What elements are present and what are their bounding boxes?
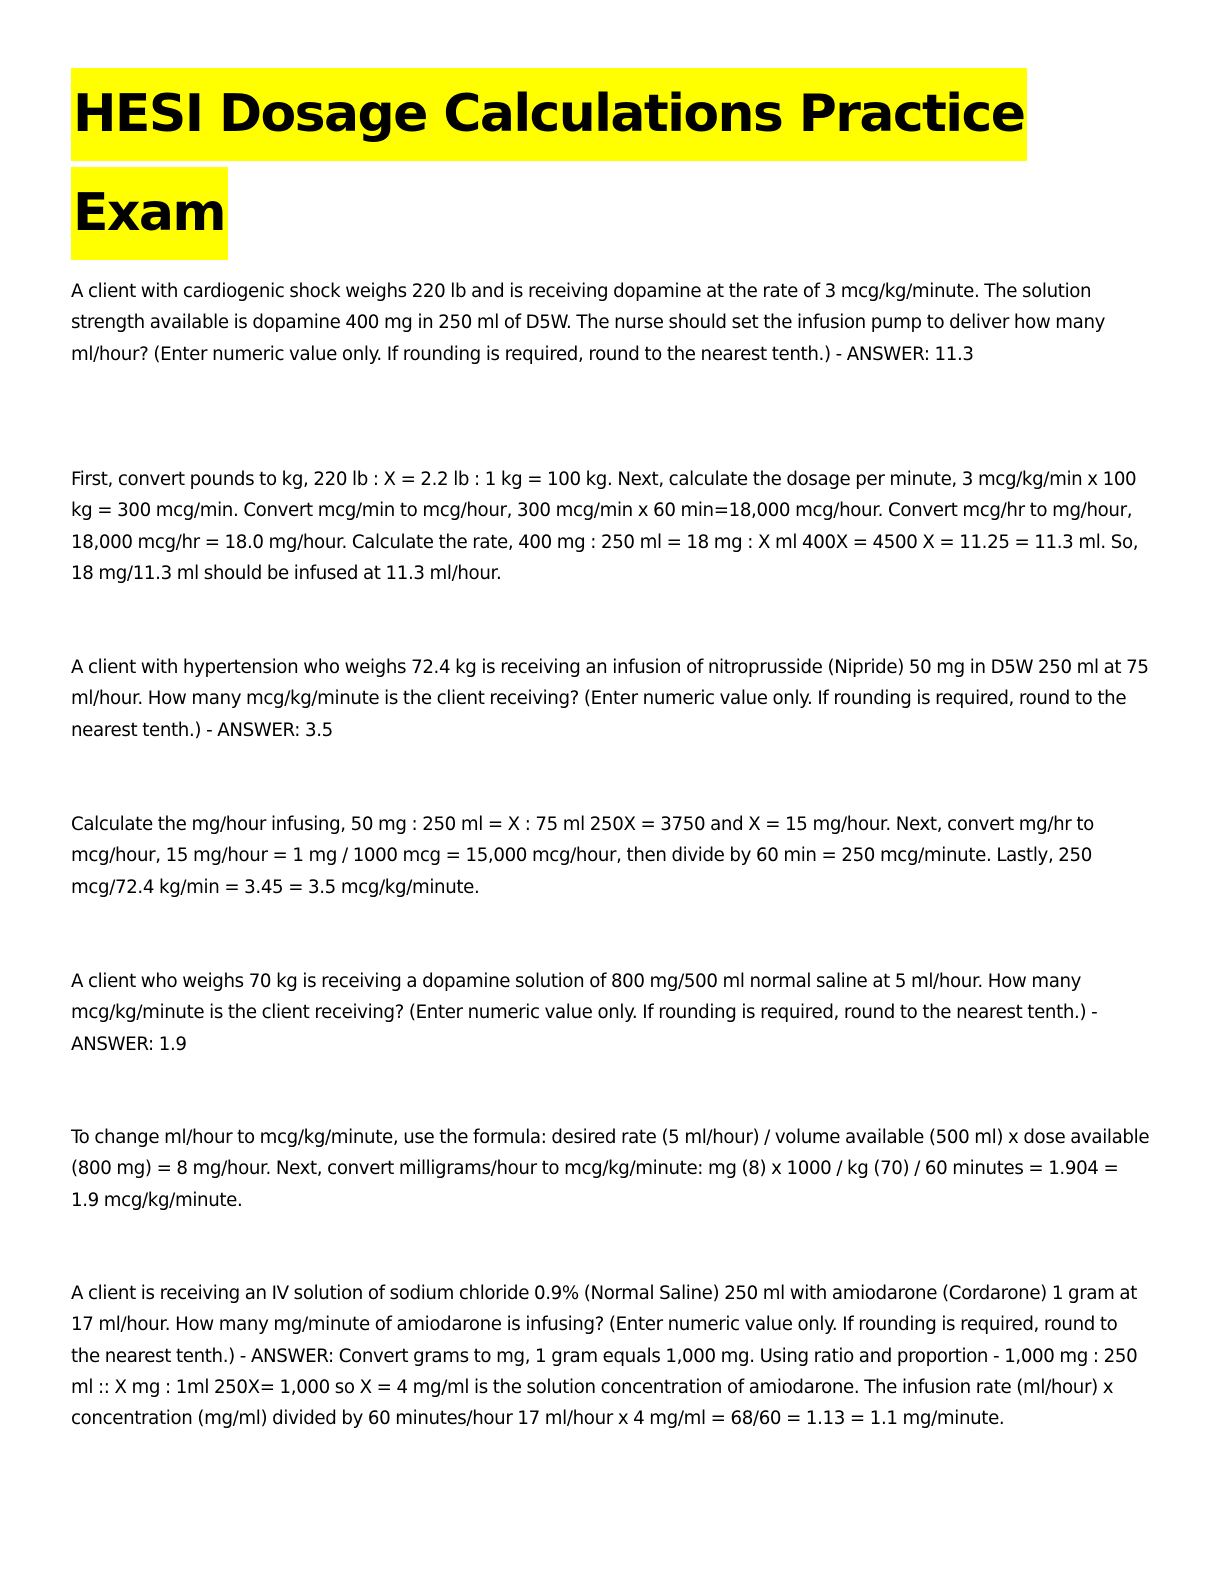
question-1-paragraph: A client with cardiogenic shock weighs 220 lb and is receiving dopamine at the rate of 3 mcg/kg/minute. The solution strength available is dopamine 400 mg in 250 ml of D5W. The nurse should set the infusion pump to deliver how many ml/hour? (Enter numeric value only. If rounding is required, round to the nearest tenth.) - ANSWER: 11.3 — [71, 281, 1106, 365]
document-page — [71, 68, 1151, 1430]
question-2-paragraph: A client with hypertension who weighs 72.4 kg is receiving an infusion of nitroprusside (Nipride) 50 mg in D5W 250 ml at 75 ml/hour. How many mcg/kg/minute is the client receiving? (Enter numeric value only. If rounding is required, round to the nearest tenth.) - ANSWER: 3.5 — [71, 657, 1149, 741]
explanation-1-paragraph: First, convert pounds to kg, 220 lb : X = 2.2 lb : 1 kg = 100 kg. Next, calculate the dosage per minute, 3 mcg/kg/min x 100 kg = 300 mcg/min. Convert mcg/min to mcg/hour, 300 mcg/min x 60 min=18,000 mcg/hour. Convert mcg/hr to mg/hour, 18,000 mcg/hr = 18.0 mg/hour. Calculate the rate, 400 mg : 250 ml = 18 mg : X ml 400X = 4500 X = 11.25 = 11.3 ml. So, 18 mg/11.3 ml should be infused at 11.3 ml/hour. — [71, 469, 1139, 584]
title-line-2: Exam — [71, 167, 228, 260]
question-3-paragraph: A client who weighs 70 kg is receiving a dopamine solution of 800 mg/500 ml normal saline at 5 ml/hour. How many mcg/kg/minute is the client receiving? (Enter numeric value only. If rounding is required, round to the nearest tenth.) - ANSWER: 1.9 — [71, 971, 1098, 1055]
explanation-2-paragraph: Calculate the mg/hour infusing, 50 mg : 250 ml = X : 75 ml 250X = 3750 and X = 15 mg/hour. Next, convert mg/hr to mcg/hour, 15 mg/hour = 1 mg / 1000 mcg = 15,000 mcg/hour, then divide by 60 min = 250 mcg/minute. Lastly, 250 mcg/72.4 kg/min = 3.45 = 3.5 mcg/kg/minute. — [71, 814, 1094, 898]
question-4-paragraph: A client is receiving an IV solution of sodium chloride 0.9% (Normal Saline) 250 ml with amiodarone (Cordarone) 1 gram at 17 ml/hour. How many mg/minute of amiodarone is infusing? (Enter numeric value only. If rounding is required, round to the nearest tenth.) - ANSWER: Convert grams to mg, 1 gram equals 1,000 mg. Using ratio and proportion - 1,000 mg : 250 ml :: X mg : 1ml 250X= 1,000 so X = 4 mg/ml is the solution concentration of amiodarone. The infusion rate (ml/hour) x concentration (mg/ml) divided by 60 minutes/hour 17 ml/hour x 4 mg/ml = 68/60 = 1.13 = 1.1 mg/minute. — [71, 1283, 1138, 1430]
document-title — [71, 68, 1151, 266]
explanation-3-paragraph: To change ml/hour to mcg/kg/minute, use the formula: desired rate (5 ml/hour) / volume available (500 ml) x dose available (800 mg) = 8 mg/hour. Next, convert milligrams/hour to mcg/kg/minute: mg (8) x 1000 / kg (70) / 60 minutes = 1.904 = 1.9 mcg/kg/minute. — [71, 1127, 1150, 1211]
title-line-1: HESI Dosage Calculations Practice — [71, 68, 1027, 161]
